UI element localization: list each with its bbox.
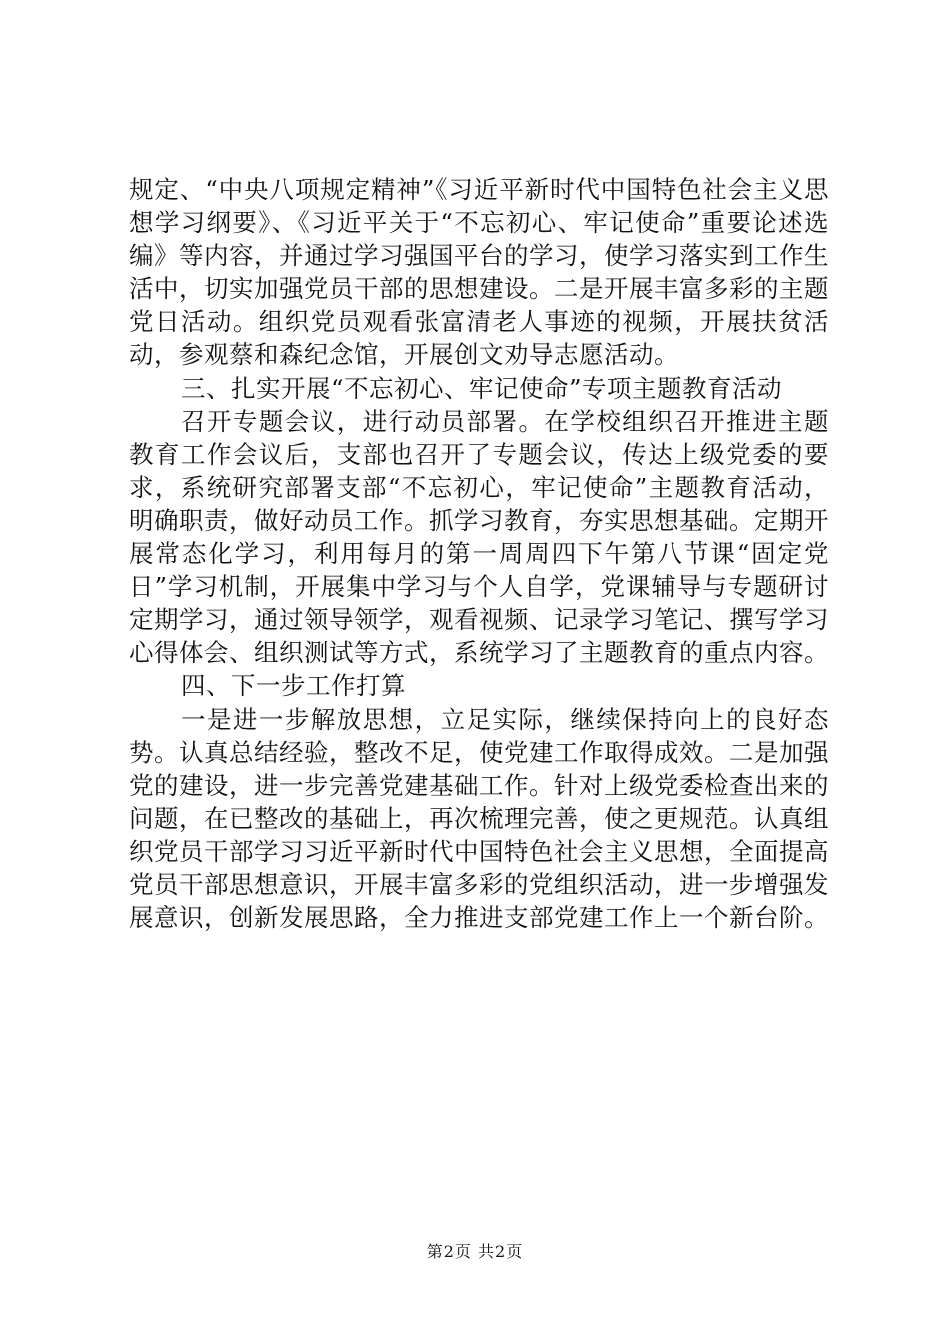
section-heading-three: 三、扎实开展“不忘初心、牢记使命”专项主题教育活动 <box>181 373 783 403</box>
page-footer: 第2页 共2页 <box>426 1242 524 1261</box>
section-heading-four: 四、下一步工作打算 <box>181 671 406 701</box>
paragraph-section-four: 一是进一步解放思想，立足实际，继续保持向上的良好态势。认真总结经验，整改不足，使党建工作取得成效。二是加强党的建设，进一步完善党建基础工作。针对上级党委检查出来的问题，在已整改的基础上，再次梳理完善，使之更规范。认真组织党员干部学习习近平新时代中国特色社会主义思想，全面提高党员干部思想意识，开展丰富多彩的党组织活动，进一步增强发展意识，创新发展思路，全力推进支部党建工作上一个新台阶。 <box>129 704 829 933</box>
paragraph-section-three: 召开专题会议，进行动员部署。在学校组织召开推进主题教育工作会议后，支部也召开了专题会议，传达上级党委的要求，系统研究部署支部“不忘初心，牢记使命”主题教育活动，明确职责，做好动员工作。抓学习教育，夯实思想基础。定期开展常态化学习，利用每月的第一周周四下午第八节课“固定党日”学习机制，开展集中学习与个人自学，党课辅导与专题研讨定期学习，通过领导领学，观看视频、记录学习笔记、撰写学习心得体会、组织测试等方式，系统学习了主题教育的重点内容。 <box>129 406 829 668</box>
paragraph-continued: 规定、“中央八项规定精神”《习近平新时代中国特色社会主义思想学习纲要》、《习近平关于“不忘初心、牢记使命”重要论述选编》等内容，并通过学习强国平台的学习，使学习落实到工作生活中，切实加强党员干部的思想建设。二是开展丰富多彩的主题党日活动。组织党员观看张富清老人事迹的视频，开展扶贫活动，参观蔡和森纪念馆，开展创文劝导志愿活动。 <box>129 175 829 370</box>
document-body <box>129 173 829 934</box>
